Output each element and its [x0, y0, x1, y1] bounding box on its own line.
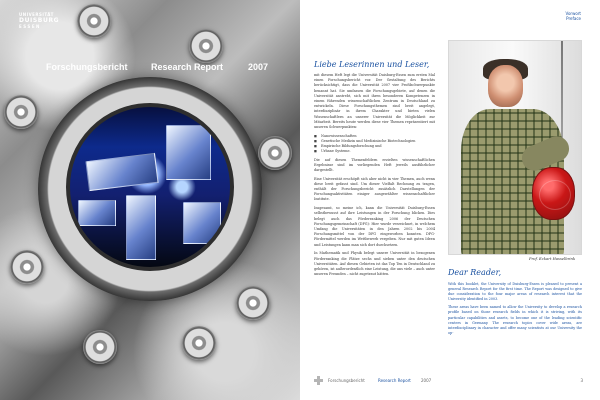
footer-english-title: Research Report: [378, 378, 411, 383]
section-label-english: Preface: [566, 16, 581, 21]
page-number: 3: [580, 378, 583, 383]
logo-university-label: UNIVERSITÄT: [19, 12, 54, 17]
research-focus-item: ■ Empirische Bildungsforschung und: [314, 144, 435, 149]
page-footer: [300, 375, 600, 395]
bolt-icon: [236, 286, 270, 320]
lab-apparatus-part: [78, 200, 116, 226]
bolt-icon: [182, 326, 216, 360]
preface-page: [300, 0, 600, 400]
section-label-german: Vorwort: [565, 11, 581, 16]
bolt-icon: [83, 330, 117, 364]
lab-apparatus-part: [166, 125, 211, 180]
photo-caption: Prof. Eckart Hasselbrink: [529, 257, 576, 261]
english-paragraph: These areas have been named to allow the University to develop a research profile based on those research fields in which it is striving, with its particular capabilities and assets, to become one of the leading scientific centers in Germany. The research topics cover wide areas, are interdisciplinary in character and offer many scientists at our University the op-: [448, 305, 582, 335]
lab-apparatus-part: [126, 195, 156, 260]
footer-year: 2007: [421, 378, 432, 383]
lab-apparatus-part: [183, 202, 221, 244]
section-label: [551, 11, 581, 21]
german-paragraph: Insgesamt, so meine ich, kann die Universität Duisburg-Essen selbstbewusst auf ihre Leistungen in der Forschung blicken. Dies belegt auch das Förderranking 2006 der Deutschen Forschungsgemeinschaft (DFG): Hier wurde verzeichnet, in welchem Umfang die Universitäten in den Jahren 2002 bis 2004 Forschungsmittel von der DFG eingeworben konnten. DFG-Fördermittel werden im Wettbewerb vergeben. Nur mit guten Ideen und Leistungen kann man sich dort durchsetzen.: [314, 206, 435, 247]
research-focus-item: ■ Genetische Medizin und Medizinische Biotechnologien: [314, 139, 435, 144]
lab-apparatus-part: [85, 153, 158, 191]
english-greeting-heading: Dear Reader,: [448, 268, 502, 277]
author-photo: [448, 40, 582, 255]
german-paragraph: In Mathematik und Physik belegt unsere Universität in bezogenen Förderranking die Plätze sechs und sieben unter den deutschen Universitäten. Auf diesen Gebieten ist das Top Ten in Deutschland zu gehören, ist außerordentlich eine Leistung, die uns viele – auch unter unseren Freunden – nicht zugetraut hätten.: [314, 251, 435, 277]
research-focus-item: ■ Urbane Systeme.: [314, 149, 435, 154]
bolt-icon: [189, 29, 223, 63]
footer-german-title: Forschungsbericht: [328, 378, 365, 383]
german-paragraph: Die auf diesen Themenfeldern erzielten wissenschaftlichen Ergebnisse sind im vorliegenden Heft jeweils ausführlicher dargestellt.: [314, 157, 435, 172]
red-sphere-model: [532, 167, 575, 220]
vacuum-chamber-window: [66, 103, 234, 271]
bolt-icon: [258, 136, 292, 170]
english-preface-text: [448, 282, 582, 370]
cover-title-german: Forschungsbericht: [46, 62, 128, 72]
english-paragraph: With this booklet, the University of Duisburg-Essen is pleased to present a general Research Report for the first time. The Report was designed to give due consideration to the four major areas of research interest that the University identified in 2003.: [448, 282, 582, 302]
cover-title: [46, 62, 281, 74]
footer-plus-icon: [314, 376, 323, 385]
person-face: [488, 65, 523, 107]
german-paragraph: Eine Universität erschöpft sich aber nicht in vier Themen, auch wenn diese breit gefasst sind. Um dieser Vielfalt Rechnung zu tragen, enthält der Forschungsbericht zusätzlich Darstellungen der Forschungsaktivitäten einiger ausgewählter wissenschaftlicher Institute.: [314, 176, 435, 202]
bolt-icon: [4, 95, 38, 129]
german-paragraph: mit diesem Heft legt die Universität Duisburg-Essen zum ersten Mal einen Forschungsbericht vor. Der Gestaltung des Berichts berücksichtigt, dass die Universität 2007 vier Profilschwerpunkte benannt hat. Sie umfassen die Forschungsgebiete, auf denen die Universität anstrebt, sich mit ihren besonderen Kompetenzen in einem führenden wissenschaftlichen Zentrum in Deutschland zu entwickeln. Diese Forschungsthemen sind breit angelegt, interdisziplinär in ihrem Charakter und bieten vielen Wissenschaftlern an unserer Universität die Möglichkeit zur Mitarbeit. Bereits heute werden diese vier Themen repräsentiert mit unseren Schwerpunkten:: [314, 73, 435, 130]
university-logo: [19, 12, 73, 30]
german-greeting-heading: Liebe Leserinnen und Leser,: [314, 60, 430, 69]
research-focus-item: ■ Nanowissenschaften: [314, 134, 435, 139]
logo-duisburg-label: DUISBURG: [19, 17, 60, 24]
research-focus-list: [314, 134, 435, 155]
bolt-icon: [10, 250, 44, 284]
german-preface-text: [314, 73, 435, 379]
bolt-icon: [77, 4, 111, 38]
cover-year: 2007: [248, 62, 269, 72]
logo-essen-label: ESSEN: [19, 24, 41, 29]
cover-title-english: Research Report: [151, 62, 224, 72]
